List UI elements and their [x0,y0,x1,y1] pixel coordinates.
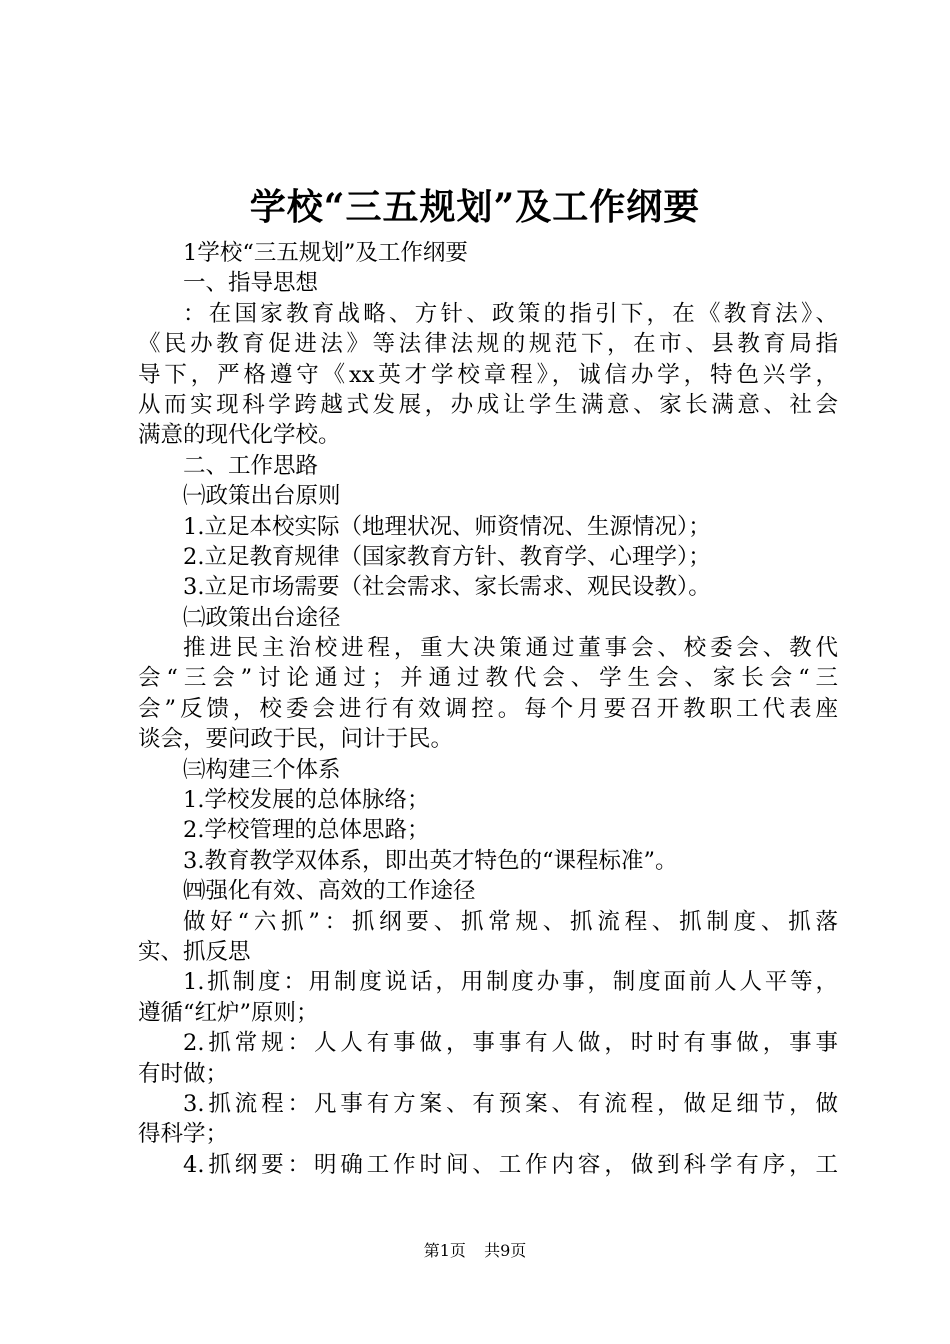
text-line: 3.抓流程：凡事有方案、有预案、有流程，做足细节，做 [183,1090,838,1117]
text-line: 1.学校发展的总体脉络； [183,787,430,814]
text-line: 2.立足教育规律（国家教育方针、教育学、心理学）； [183,543,711,570]
text-line: ㈡政策出台途径 [183,604,341,631]
text-line: ㈣强化有效、高效的工作途径 [183,878,476,905]
text-line: 导下，严格遵守《xx英才学校章程》，诚信办学，特色兴学， [138,361,838,388]
text-line: 做好“六抓”：抓纲要、抓常规、抓流程、抓制度、抓落 [183,908,838,935]
page-total: 共9页 [484,1241,527,1260]
text-line: ：在国家教育战略、方针、政策的指引下，在《教育法》、 [183,300,838,327]
text-line: ㈢构建三个体系 [183,756,341,783]
text-line: 二、工作思路 [183,452,319,479]
text-line: 从而实现科学跨越式发展，办成让学生满意、家长满意、社会 [138,391,838,418]
text-line: 1.立足本校实际（地理状况、师资情况、生源情况）； [183,513,711,540]
text-line: 谈会，要问政于民，问计于民。 [138,726,454,753]
text-line: 会”反馈，校委会进行有效调控。每个月要召开教职工代表座 [138,695,838,722]
text-line: 得科学； [138,1121,229,1148]
text-line: 1.抓制度：用制度说话，用制度办事，制度面前人人平等， [183,969,838,996]
text-line: 实、抓反思 [138,938,251,965]
text-line: ㈠政策出台原则 [183,483,341,510]
text-line: 3.立足市场需要（社会需求、家长需求、观民设教）。 [183,574,711,601]
text-line: 遵循“红炉”原则； [138,999,319,1026]
document-title: 学校“三五规划”及工作纲要 [249,186,701,228]
page-footer [0,1240,950,1262]
text-line: 会“三会”讨论通过；并通过教代会、学生会、家长会“三 [138,665,838,692]
page-number: 第1页 [423,1241,466,1260]
text-line: 一、指导思想 [183,270,319,297]
text-line: 推进民主治校进程，重大决策通过董事会、校委会、教代 [183,635,838,662]
text-line: 2.学校管理的总体思路； [183,817,430,844]
text-line: 1学校“三五规划”及工作纲要 [183,240,468,266]
document-body [138,238,838,1180]
text-line: 有时做； [138,1060,229,1087]
text-line: 3.教育教学双体系，即出英才特色的“课程标准”。 [183,847,678,874]
text-line: 2.抓常规：人人有事做，事事有人做，时时有事做，事事 [183,1030,838,1057]
text-line: 4.抓纲要：明确工作时间、工作内容，做到科学有序，工 [183,1151,838,1178]
text-line: 《民办教育促进法》等法律法规的规范下，在市、县教育局指 [138,331,838,358]
text-line: 满意的现代化学校。 [138,422,341,449]
